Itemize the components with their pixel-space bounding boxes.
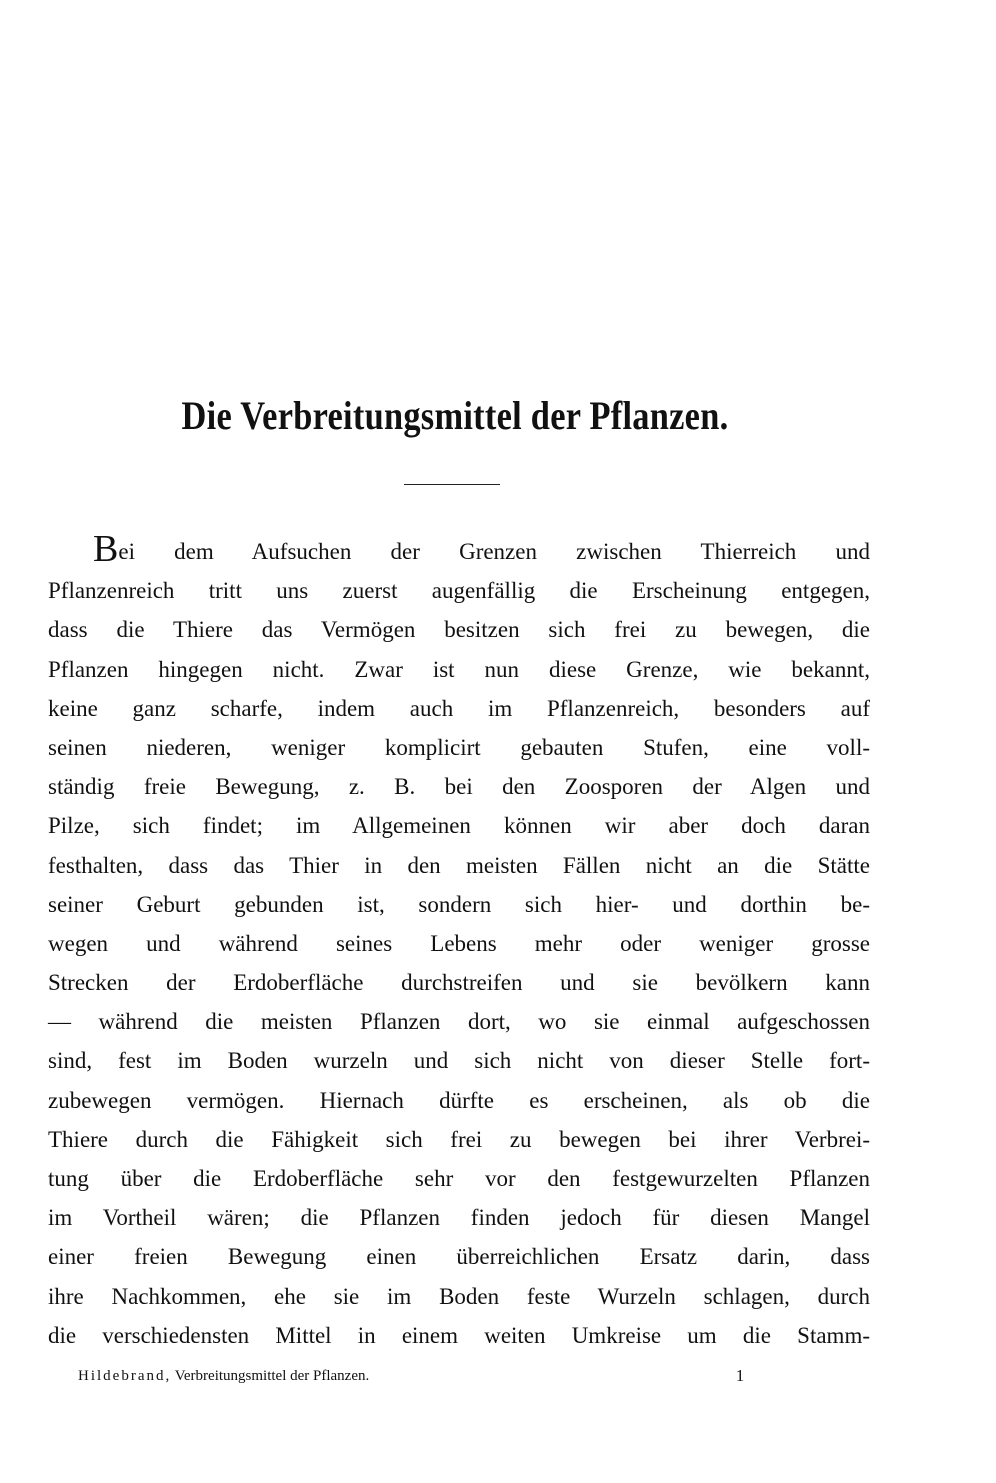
signature-mark: 1 [735,1366,745,1385]
paragraph-line: die verschiedensten Mittel in einem weiten Umkreise um die Stamm- [48,1322,870,1348]
paragraph-line: tung über die Erdoberfläche sehr vor den festgewurzelten Pflanzen [48,1166,870,1191]
paragraph-line: Pilze, sich findet; im Allgemeinen können wir aber doch daran [48,813,870,839]
page-footer [78,1364,778,1388]
paragraph-line: Strecken der Erdoberfläche durchstreifen und sie bevölkern kann [48,970,870,996]
drop-cap: B [93,528,119,570]
paragraph-line: wegen und während seines Lebens mehr oder weniger grosse [48,930,870,956]
paragraph-line: im Vortheil wären; die Pflanzen finden jedoch für diesen Mangel [48,1205,870,1231]
paragraph-line: Pflanzen hingegen nicht. Zwar ist nun diese Grenze, wie bekannt, [48,656,870,682]
paragraph-line-1 [48,528,870,571]
paragraph-line: — während die meisten Pflanzen dort, wo sie einmal aufgeschossen [48,1009,870,1035]
footer-author: Hildebrand, [78,1368,172,1384]
first-line-text: ei dem Aufsuchen der Grenzen zwischen Thierreich und [118,539,870,564]
paragraph-line: einer freien Bewegung einen überreichlichen Ersatz darin, dass [48,1244,870,1270]
page-title: Die Verbreitungsmittel der Pflanzen. [181,393,729,438]
paragraph-line: Thiere durch die Fähigkeit sich frei zu bewegen bei ihrer Verbrei- [48,1126,870,1152]
paragraph-line: festhalten, dass das Thier in den meisten Fällen nicht an die Stätte [48,852,870,878]
title-divider [404,484,500,485]
body-paragraph [48,528,870,1355]
paragraph-line: Pflanzenreich tritt uns zuerst augenfällig die Erscheinung entgegen, [48,578,870,604]
paragraph-line: ihre Nachkommen, ehe sie im Boden feste Wurzeln schlagen, durch [48,1283,870,1309]
paragraph-line: keine ganz scharfe, indem auch im Pflanzenreich, besonders auf [48,695,870,721]
paragraph-line: seiner Geburt gebunden ist, sondern sich hier- und dorthin be- [48,891,870,917]
paragraph-line: sind, fest im Boden wurzeln und sich nicht von dieser Stelle fort- [48,1048,870,1074]
paragraph-line: dass die Thiere das Vermögen besitzen sich frei zu bewegen, die [48,617,870,643]
footer-work-title: Verbreitungsmittel der Pflanzen. [174,1368,370,1384]
paragraph-line: zubewegen vermögen. Hiernach dürfte es erscheinen, als ob die [48,1087,870,1113]
paragraph-line: seinen niederen, weniger komplicirt gebauten Stufen, eine voll- [48,734,870,760]
paragraph-line: ständig freie Bewegung, z. B. bei den Zoosporen der Algen und [48,774,870,800]
